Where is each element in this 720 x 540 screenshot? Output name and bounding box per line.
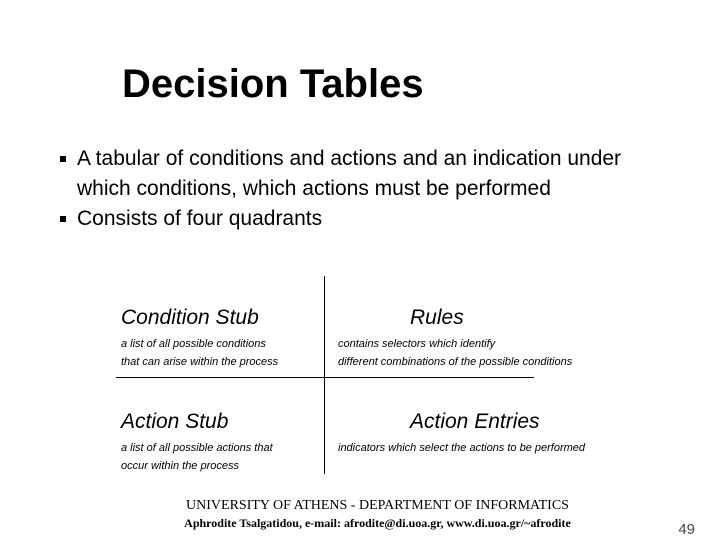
condition-stub-description <box>121 335 278 371</box>
action-stub-heading: Action Stub <box>121 410 229 433</box>
bullet-item <box>60 144 680 204</box>
bullet-text: A tabular of conditions and actions and an indication under which conditions, which actions must be performed <box>77 147 622 200</box>
condition-stub-desc-line: that can arise within the process <box>121 356 279 368</box>
rules-desc-line: contains selectors which identify <box>338 338 496 350</box>
bullet-list <box>60 144 680 234</box>
rules-quadrant <box>338 305 572 371</box>
bullet-text: Consists of four quadrants <box>77 207 323 230</box>
bullet-item <box>60 204 680 234</box>
action-stub-quadrant <box>121 409 273 475</box>
condition-stub-desc-line: a list of all possible conditions <box>121 338 266 350</box>
square-bullet-icon <box>60 156 66 162</box>
condition-stub-quadrant <box>121 305 278 371</box>
quadrant-horizontal-divider <box>116 377 534 378</box>
action-stub-desc-line: a list of all possible actions that <box>121 442 273 454</box>
square-bullet-icon <box>60 216 66 222</box>
action-entries-heading: Action Entries <box>410 410 540 433</box>
action-entries-description <box>338 439 585 457</box>
action-entries-desc-line: indicators which select the actions to be performed <box>338 442 586 454</box>
action-stub-description <box>121 439 273 475</box>
page-number: 49 <box>678 521 695 538</box>
slide-title: Decision Tables <box>122 62 424 106</box>
condition-stub-heading: Condition Stub <box>121 306 259 329</box>
footer-institution: UNIVERSITY OF ATHENS - DEPARTMENT OF INFORMATICS <box>186 498 569 513</box>
action-stub-desc-line: occur within the process <box>121 460 239 472</box>
quadrant-vertical-divider <box>324 276 325 474</box>
action-entries-quadrant <box>338 409 585 457</box>
rules-desc-line: different combinations of the possible conditions <box>338 356 573 368</box>
rules-heading: Rules <box>410 306 464 329</box>
rules-description <box>338 335 572 371</box>
footer-author-contact: Aphrodite Tsalgatidou, e-mail: afrodite@di.uoa.gr, www.di.uoa.gr/~afrodite <box>184 516 571 530</box>
